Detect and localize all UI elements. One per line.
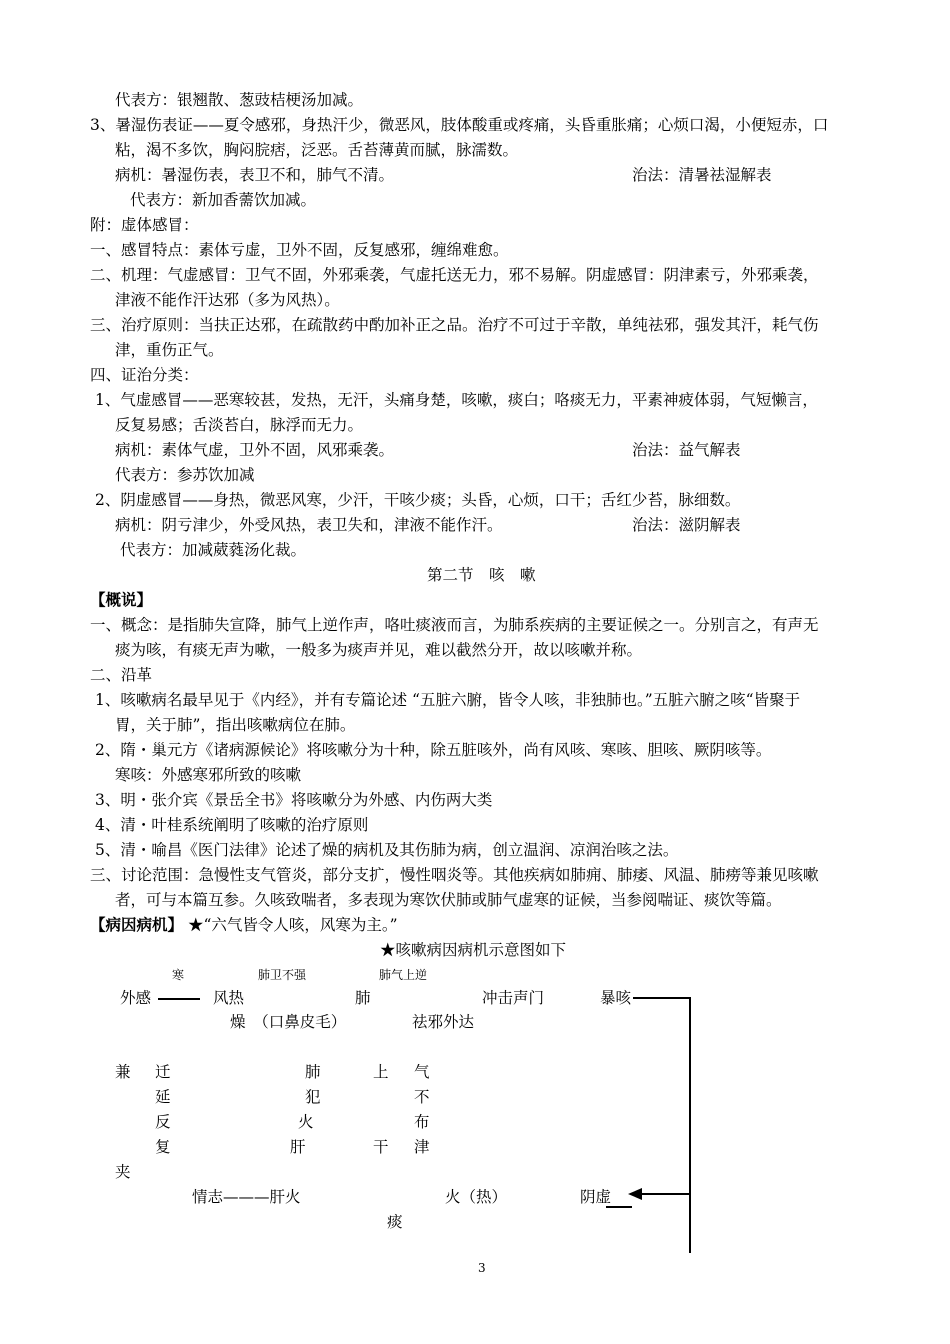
diagram-label: 外感 — [120, 989, 152, 1007]
diagram-connector — [633, 997, 690, 999]
text-line: 治法：清暑祛湿解表 — [632, 166, 772, 184]
diagram-label: 冲击声门 — [482, 989, 545, 1007]
text-line: 粘，渴不多饮，胸闷脘痞，泛恶。舌苔薄黄而腻，脉濡数。 — [115, 141, 519, 159]
text-line: 代表方：银翘散、葱豉桔梗汤加减。 — [115, 91, 364, 109]
text-line: 代表方：加减葳蕤汤化裁。 — [120, 541, 307, 559]
diagram-label: 夹 — [115, 1163, 131, 1181]
text-line: 三、治疗原则：当扶正达邪，在疏散药中酌加补正之品。治疗不可过于辛散，单纯祛邪，强发其汗，耗气伤 — [90, 316, 819, 334]
text-line: 反复易感；舌淡苔白，脉浮而无力。 — [115, 416, 364, 434]
diagram-title: ★咳嗽病因病机示意图如下 — [380, 941, 567, 959]
diagram-label: 上 — [373, 1063, 389, 1081]
text-line: 代表方：参苏饮加减 — [115, 466, 255, 484]
diagram-arrow-line — [640, 1193, 690, 1195]
diagram-label: 津 — [414, 1138, 430, 1156]
arrow-left-icon — [628, 1188, 642, 1200]
text-line: 4、清・叶桂系统阐明了咳嗽的治疗原则 — [95, 816, 369, 834]
diagram-label: 延 — [155, 1088, 171, 1106]
diagram-label: 反 — [155, 1113, 171, 1131]
diagram-label: 干 — [373, 1138, 389, 1156]
text-line: 二、机理：气虚感冒：卫气不固，外邪乘袭，气虚托送无力，邪不易解。阴虚感冒：阴津素亏，外邪乘袭， — [90, 266, 819, 284]
text-line: 者，可与本篇互参。久咳致喘者，多表现为寒饮伏肺或肺气虚寒的证候，当参阅喘证、痰饮等篇。 — [115, 891, 782, 909]
text-line: 代表方：新加香薷饮加减。 — [130, 191, 317, 209]
text-line: 痰为咳，有痰无声为嗽，一般多为痰声并见，难以截然分开，故以咳嗽并称。 — [115, 641, 643, 659]
text-line: 3、明・张介宾《景岳全书》将咳嗽分为外感、内伤两大类 — [95, 791, 493, 809]
text-line: 三、讨论范围：急慢性支气管炎，部分支扩，慢性咽炎等。其他疾病如肺痈、肺痿、风温、肺痨等兼见咳嗽 — [90, 866, 819, 884]
diagram-label: 不 — [414, 1088, 430, 1106]
diagram-label: 气 — [414, 1063, 430, 1081]
text-line: 2、阴虚感冒——身热，微恶风寒，少汗，干咳少痰；头昏，心烦，口干；舌红少苔，脉细数。 — [95, 491, 741, 509]
diagram-label: 迁 — [155, 1063, 171, 1081]
diagram-label: 痰 — [387, 1213, 403, 1231]
text-line: 二、沿革 — [90, 666, 153, 684]
text-line: ★“六气皆令人咳，风寒为主。” — [188, 916, 398, 934]
text-line: 津，重伤正气。 — [115, 341, 224, 359]
diagram-label: 肺气上逆 — [379, 968, 428, 982]
diagram-label: 暴咳 — [600, 989, 632, 1007]
diagram-label: 犯 — [305, 1088, 321, 1106]
text-line: 一、感冒特点：素体亏虚，卫外不固，反复感邪，缠绵难愈。 — [90, 241, 509, 259]
diagram-label: 火 — [298, 1113, 314, 1131]
diagram-label: 火（热） — [445, 1188, 508, 1206]
diagram-label: 肺 — [355, 989, 371, 1007]
diagram-label: 复 — [155, 1138, 171, 1156]
diagram-label: 燥 （口鼻皮毛） — [230, 1013, 347, 1031]
diagram-connector — [689, 997, 691, 1253]
diagram-connector — [158, 998, 200, 1000]
text-line: 病机：阴亏津少，外受风热，表卫失和，津液不能作汗。 — [115, 516, 503, 534]
text-line: 四、证治分类： — [90, 366, 199, 384]
text-line: 2、隋・巢元方《诸病源候论》将咳嗽分为十种，除五脏咳外，尚有风咳、寒咳、胆咳、厥阴咳等。 — [95, 741, 772, 759]
text-line: 治法：益气解表 — [632, 441, 741, 459]
page-number: 3 — [478, 1261, 486, 1275]
diagram-label: 布 — [414, 1113, 430, 1131]
text-line: 胃，关于肺”，指出咳嗽病位在肺。 — [115, 716, 356, 734]
text-line: 5、清・喻昌《医门法律》论述了燥的病机及其伤肺为病，创立温润、凉润治咳之法。 — [95, 841, 679, 859]
diagram-label: 肺卫不强 — [258, 968, 307, 982]
section-label: 【概说】 — [90, 590, 153, 609]
text-line: 病机：暑湿伤表，表卫不和，肺气不清。 — [115, 166, 395, 184]
text-line: 津液不能作汗达邪（多为风热）。 — [115, 291, 340, 309]
diagram-label: 风热 — [213, 989, 245, 1007]
text-line: 附：虚体感冒： — [90, 216, 199, 234]
diagram-label: 肺 — [305, 1063, 321, 1081]
diagram-label: 寒 — [172, 968, 185, 982]
text-line: 1、咳嗽病名最早见于《内经》，并有专篇论述 “五脏六腑，皆令人咳，非独肺也。”五脏六腑之咳“皆聚于 — [95, 691, 801, 709]
text-line: 1、气虚感冒——恶寒较甚，发热，无汗，头痛身楚，咳嗽，痰白；咯痰无力，平素神疲体弱，气短懒言， — [95, 391, 818, 409]
diagram-label: 兼 — [115, 1063, 131, 1081]
text-line: 3、暑湿伤表证——夏令感邪，身热汗少，微恶风，肢体酸重或疼痛，头昏重胀痛；心烦口渴，小便短赤，口 — [90, 116, 829, 134]
diagram-connector — [606, 1206, 632, 1208]
diagram-label: 祛邪外达 — [412, 1013, 475, 1031]
diagram-label: 肝 — [290, 1138, 306, 1156]
text-line: 一、概念：是指肺失宣降，肺气上逆作声，咯吐痰液而言，为肺系疾病的主要证候之一。分别言之，有声无 — [90, 616, 819, 634]
diagram-label: 阴虚 — [580, 1188, 612, 1206]
diagram-label: 情志———肝火 — [192, 1188, 301, 1206]
text-line: 病机：素体气虚，卫外不固，风邪乘袭。 — [115, 441, 395, 459]
section-heading: 第二节 咳 嗽 — [427, 566, 536, 584]
text-line: 治法：滋阴解表 — [632, 516, 741, 534]
text-line: 寒咳：外感寒邪所致的咳嗽 — [115, 766, 302, 784]
section-label: 【病因病机】 — [90, 915, 184, 934]
